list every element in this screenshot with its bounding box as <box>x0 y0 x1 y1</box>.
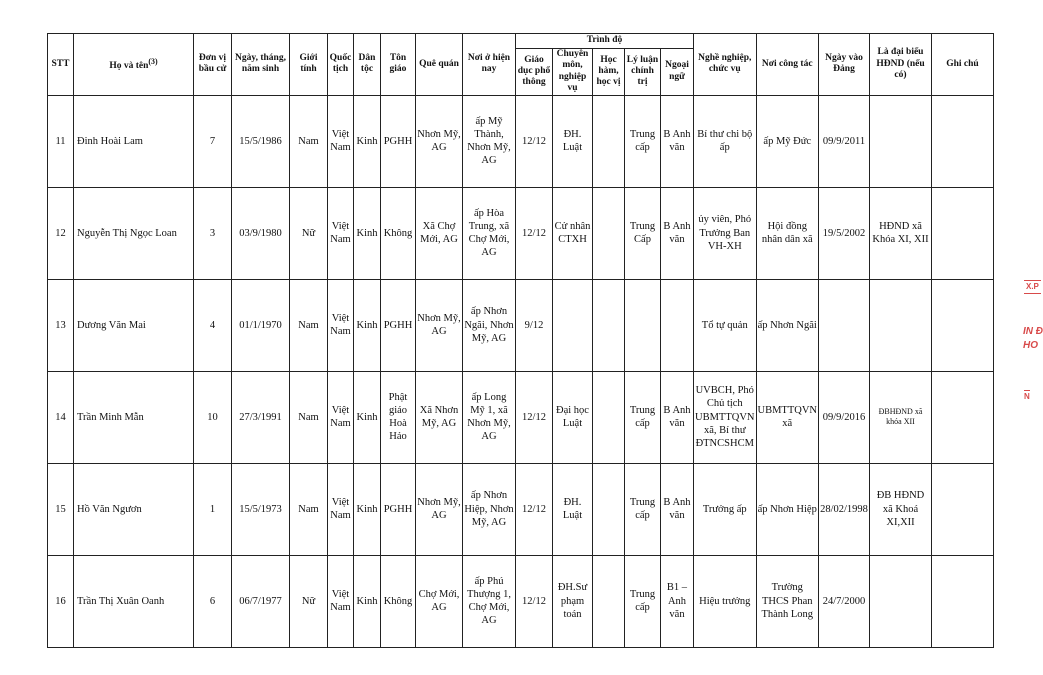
cell-ethnicity: Kinh <box>354 463 381 555</box>
header-specialty: Chuyên môn, nghiệp vụ <box>553 49 593 96</box>
cell-unit: 6 <box>194 555 232 647</box>
cell-unit: 3 <box>194 187 232 279</box>
cell-dob: 15/5/1973 <box>232 463 290 555</box>
cell-gender: Nam <box>290 371 328 463</box>
cell-nationality: Việt Nam <box>328 95 354 187</box>
cell-hometown: Nhơn Mỹ, AG <box>416 279 463 371</box>
cell-gender: Nữ <box>290 187 328 279</box>
stamp-text-1: X.P <box>1024 280 1041 294</box>
cell-hometown: Nhơn Mỹ, AG <box>416 463 463 555</box>
cell-occupation: ủy viên, Phó Trưởng Ban VH-XH <box>694 187 757 279</box>
header-language: Ngoại ngữ <box>661 49 694 96</box>
cell-gender: Nam <box>290 463 328 555</box>
partial-red-stamp <box>1020 268 1043 418</box>
cell-stt: 12 <box>48 187 74 279</box>
cell-stt: 13 <box>48 279 74 371</box>
cell-religion: PGHH <box>381 95 416 187</box>
cell-gender: Nam <box>290 95 328 187</box>
header-nationality: Quốc tịch <box>328 34 354 96</box>
header-stt: STT <box>48 34 74 96</box>
cell-note <box>932 555 994 647</box>
cell-stt: 15 <box>48 463 74 555</box>
cell-unit: 7 <box>194 95 232 187</box>
cell-political: Trung cấp <box>625 463 661 555</box>
cell-note <box>932 371 994 463</box>
cell-party-date: 09/9/2016 <box>819 371 870 463</box>
cell-residence: ấp Mỹ Thành, Nhơn Mỹ, AG <box>463 95 516 187</box>
cell-gender: Nữ <box>290 555 328 647</box>
cell-unit: 10 <box>194 371 232 463</box>
header-party-date: Ngày vào Đảng <box>819 34 870 96</box>
header-name-text: Họ và tên <box>109 60 149 71</box>
table-row <box>48 371 994 463</box>
table-row <box>48 555 994 647</box>
cell-dob: 01/1/1970 <box>232 279 290 371</box>
cell-political: Trung Cấp <box>625 187 661 279</box>
cell-nationality: Việt Nam <box>328 279 354 371</box>
cell-dob: 27/3/1991 <box>232 371 290 463</box>
cell-language: B Anh văn <box>661 371 694 463</box>
stamp-text-2: IN Đ <box>1023 326 1043 337</box>
table-row <box>48 279 994 371</box>
cell-nationality: Việt Nam <box>328 555 354 647</box>
cell-religion: Không <box>381 187 416 279</box>
cell-residence: ấp Phú Thượng 1, Chợ Mới, AG <box>463 555 516 647</box>
cell-party-date: 24/7/2000 <box>819 555 870 647</box>
cell-name: Đinh Hoài Lam <box>74 95 194 187</box>
header-ethnicity: Dân tộc <box>354 34 381 96</box>
cell-residence: ấp Hòa Trung, xã Chợ Mới, AG <box>463 187 516 279</box>
cell-academic <box>593 371 625 463</box>
cell-political <box>625 279 661 371</box>
cell-delegate: HĐND xã Khóa XI, XII <box>870 187 932 279</box>
header-dob: Ngày, tháng, năm sinh <box>232 34 290 96</box>
header-religion: Tôn giáo <box>381 34 416 96</box>
cell-delegate <box>870 555 932 647</box>
stamp-text-4: N <box>1024 392 1030 401</box>
cell-stt: 11 <box>48 95 74 187</box>
header-occupation: Nghề nghiệp, chức vụ <box>694 34 757 96</box>
cell-language: B Anh văn <box>661 463 694 555</box>
cell-language: B Anh văn <box>661 95 694 187</box>
header-name-footnote: (3) <box>148 56 158 66</box>
cell-stt: 16 <box>48 555 74 647</box>
cell-occupation: Tổ tự quản <box>694 279 757 371</box>
cell-ethnicity: Kinh <box>354 371 381 463</box>
cell-unit: 4 <box>194 279 232 371</box>
cell-academic <box>593 187 625 279</box>
header-delegate: Là đại biểu HĐND (nếu có) <box>870 34 932 96</box>
cell-workplace: ấp Nhơn Ngãi <box>756 279 819 371</box>
cell-occupation: Trưởng ấp <box>694 463 757 555</box>
header-note: Ghi chú <box>932 34 994 96</box>
cell-party-date: 28/02/1998 <box>819 463 870 555</box>
cell-political: Trung cấp <box>625 95 661 187</box>
candidate-list-sheet <box>47 33 994 648</box>
cell-specialty: Đại học Luật <box>553 371 593 463</box>
cell-residence: ấp Nhơn Hiệp, Nhơn Mỹ, AG <box>463 463 516 555</box>
cell-workplace: ấp Nhơn Hiệp <box>756 463 819 555</box>
header-unit: Đơn vị bầu cử <box>194 34 232 96</box>
cell-note <box>932 279 994 371</box>
cell-delegate: ĐB HĐND xã Khoá XI,XII <box>870 463 932 555</box>
cell-specialty <box>553 279 593 371</box>
cell-name: Trần Minh Mẫn <box>74 371 194 463</box>
cell-residence: ấp Nhơn Ngãi, Nhơn Mỹ, AG <box>463 279 516 371</box>
header-hometown: Quê quán <box>416 34 463 96</box>
cell-dob: 03/9/1980 <box>232 187 290 279</box>
cell-education: 12/12 <box>516 187 553 279</box>
cell-note <box>932 463 994 555</box>
header-workplace: Nơi công tác <box>756 34 819 96</box>
cell-gender: Nam <box>290 279 328 371</box>
cell-religion: Không <box>381 555 416 647</box>
cell-education: 12/12 <box>516 95 553 187</box>
cell-occupation: Hiệu trưởng <box>694 555 757 647</box>
cell-academic <box>593 95 625 187</box>
cell-name: Nguyễn Thị Ngọc Loan <box>74 187 194 279</box>
cell-nationality: Việt Nam <box>328 371 354 463</box>
header-academic: Học hàm, học vị <box>593 49 625 96</box>
cell-hometown: Xã Chợ Mới, AG <box>416 187 463 279</box>
cell-workplace: Trường THCS Phan Thành Long <box>756 555 819 647</box>
cell-dob: 06/7/1977 <box>232 555 290 647</box>
cell-specialty: ĐH.Sư phạm toán <box>553 555 593 647</box>
candidate-table <box>47 33 994 648</box>
header-political: Lý luận chính trị <box>625 49 661 96</box>
cell-occupation: Bí thư chi bộ ấp <box>694 95 757 187</box>
cell-hometown: Chợ Mới, AG <box>416 555 463 647</box>
cell-academic <box>593 555 625 647</box>
cell-delegate <box>870 95 932 187</box>
cell-religion: PGHH <box>381 279 416 371</box>
header-gender: Giới tính <box>290 34 328 96</box>
cell-academic <box>593 279 625 371</box>
cell-ethnicity: Kinh <box>354 555 381 647</box>
cell-delegate <box>870 279 932 371</box>
cell-education: 12/12 <box>516 463 553 555</box>
cell-party-date: 19/5/2002 <box>819 187 870 279</box>
cell-workplace: UBMTTQVN xã <box>756 371 819 463</box>
cell-nationality: Việt Nam <box>328 463 354 555</box>
header-name <box>74 34 194 96</box>
cell-religion: PGHH <box>381 463 416 555</box>
cell-note <box>932 187 994 279</box>
cell-occupation: UVBCH, Phó Chủ tịch UBMTTQVN xã, Bí thư ĐTNCSHCM <box>694 371 757 463</box>
header-trinh-do: Trình độ <box>516 34 694 49</box>
cell-name: Trần Thị Xuân Oanh <box>74 555 194 647</box>
cell-political: Trung cấp <box>625 371 661 463</box>
cell-language: B1 – Anh văn <box>661 555 694 647</box>
cell-education: 9/12 <box>516 279 553 371</box>
cell-education: 12/12 <box>516 371 553 463</box>
cell-political: Trung cấp <box>625 555 661 647</box>
cell-workplace: Hội đồng nhân dân xã <box>756 187 819 279</box>
cell-specialty: ĐH. Luật <box>553 95 593 187</box>
cell-religion: Phật giáo Hoà Hảo <box>381 371 416 463</box>
cell-language <box>661 279 694 371</box>
cell-hometown: Xã Nhơn Mỹ, AG <box>416 371 463 463</box>
cell-specialty: ĐH. Luật <box>553 463 593 555</box>
cell-residence: ấp Long Mỹ 1, xã Nhơn Mỹ, AG <box>463 371 516 463</box>
cell-party-date <box>819 279 870 371</box>
cell-delegate: ĐBHĐND xã khóa XII <box>870 371 932 463</box>
cell-dob: 15/5/1986 <box>232 95 290 187</box>
stamp-text-3: HO <box>1023 340 1038 351</box>
cell-name: Dương Văn Mai <box>74 279 194 371</box>
cell-hometown: Nhơn Mỹ, AG <box>416 95 463 187</box>
cell-ethnicity: Kinh <box>354 95 381 187</box>
header-education: Giáo dục phổ thông <box>516 49 553 96</box>
table-row <box>48 463 994 555</box>
cell-language: B Anh văn <box>661 187 694 279</box>
cell-party-date: 09/9/2011 <box>819 95 870 187</box>
cell-specialty: Cử nhân CTXH <box>553 187 593 279</box>
table-row <box>48 95 994 187</box>
cell-nationality: Việt Nam <box>328 187 354 279</box>
cell-ethnicity: Kinh <box>354 187 381 279</box>
header-residence: Nơi ở hiện nay <box>463 34 516 96</box>
cell-name: Hồ Văn Ngươn <box>74 463 194 555</box>
table-row <box>48 187 994 279</box>
cell-unit: 1 <box>194 463 232 555</box>
cell-stt: 14 <box>48 371 74 463</box>
cell-academic <box>593 463 625 555</box>
cell-education: 12/12 <box>516 555 553 647</box>
cell-note <box>932 95 994 187</box>
cell-ethnicity: Kinh <box>354 279 381 371</box>
cell-workplace: ấp Mỹ Đức <box>756 95 819 187</box>
